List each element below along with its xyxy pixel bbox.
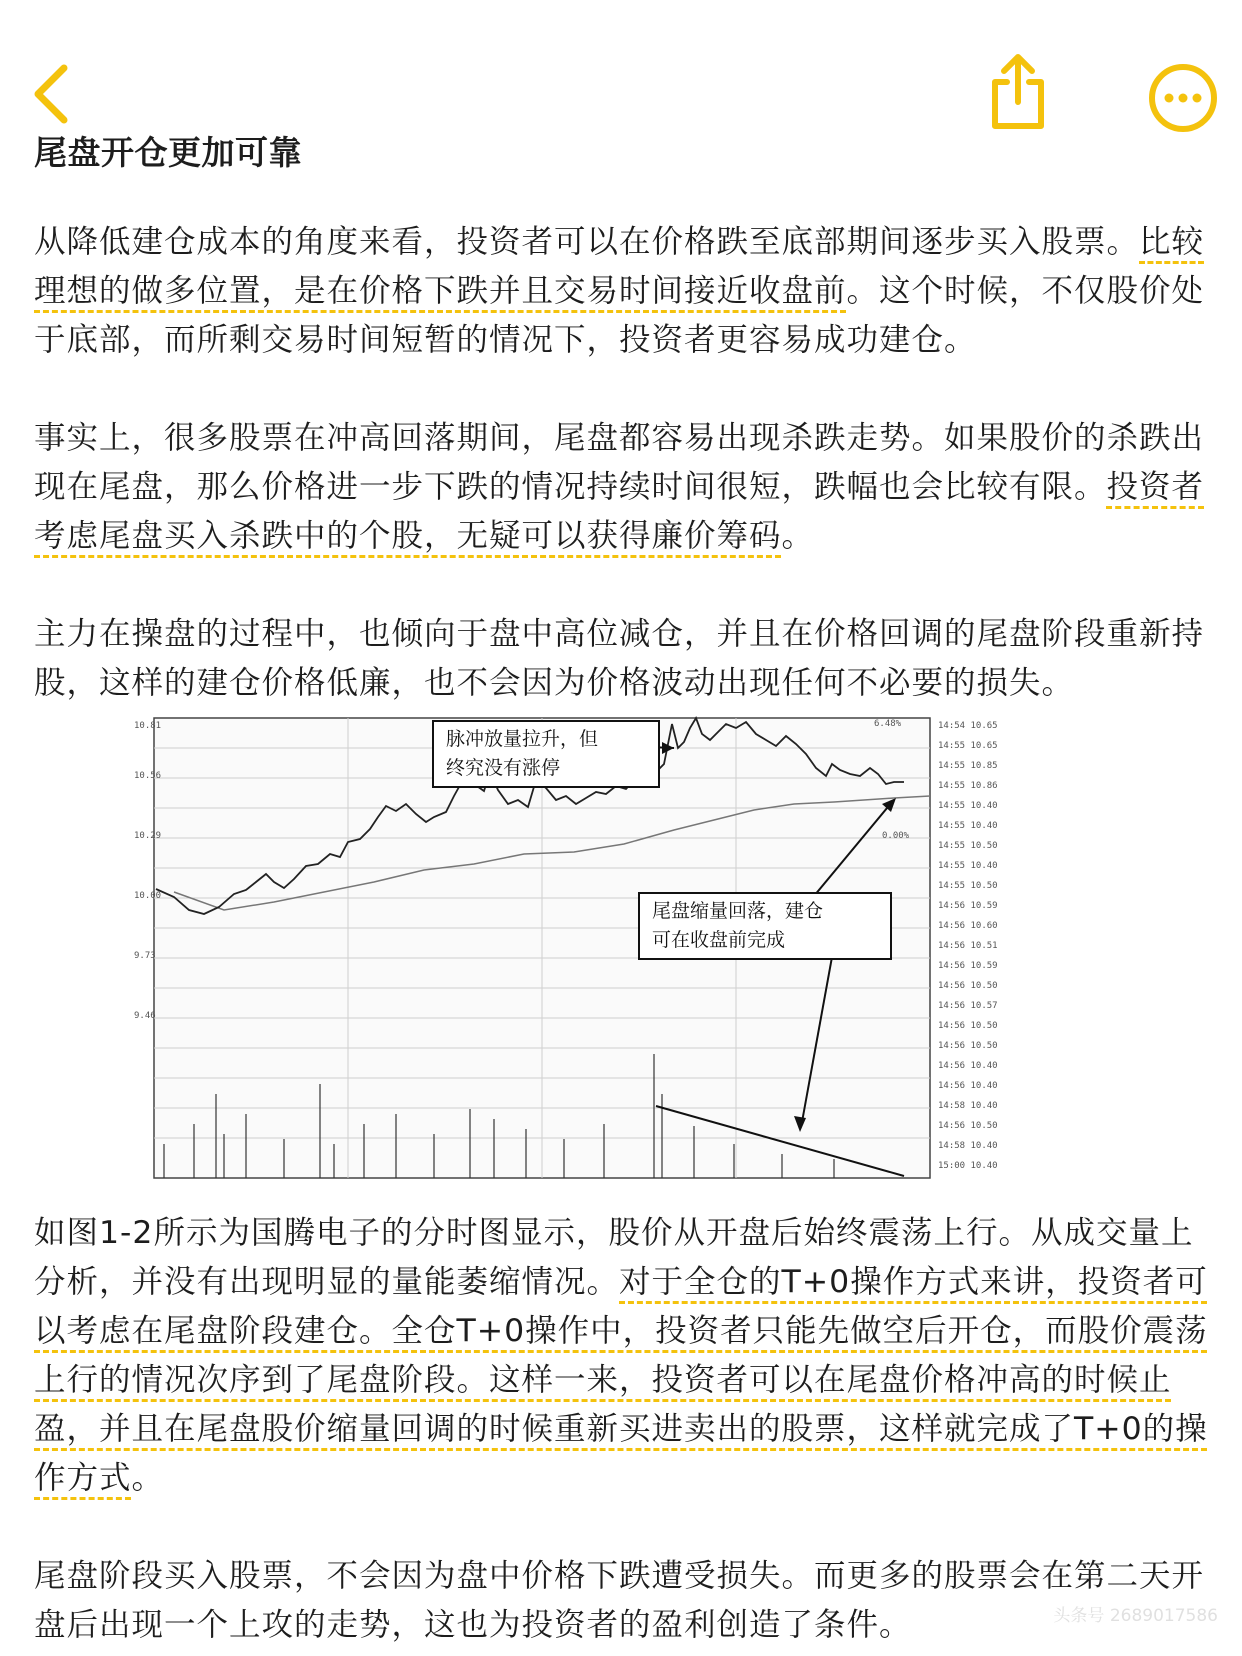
svg-text:14:56 10.57: 14:56 10.57 bbox=[938, 1001, 998, 1011]
paragraph-3: 主力在操盘的过程中，也倾向于盘中高位减仓，并且在价格回调的尾盘阶段重新持股，这样的建仓价格低廉，也不会因为价格波动出现任何不必要的损失。 bbox=[34, 616, 1205, 701]
share-icon bbox=[985, 52, 1051, 132]
svg-text:9.73: 9.73 bbox=[134, 951, 156, 961]
intraday-chart-image bbox=[34, 714, 1219, 1209]
more-icon bbox=[1147, 62, 1219, 134]
top-toolbar bbox=[0, 0, 1242, 140]
svg-text:14:58 10.40: 14:58 10.40 bbox=[938, 1101, 998, 1111]
svg-text:14:55 10.86: 14:55 10.86 bbox=[938, 781, 998, 791]
svg-text:14:58 10.40: 14:58 10.40 bbox=[938, 1141, 998, 1151]
paragraph-4: 如图1-2所示为国腾电子的分时图显示，股价从开盘后始终震荡上行。从成交量上分析，并没有出现明显的量能萎缩情况。对于全仓的T+0操作方式来讲，投资者可以考虑在尾盘阶段建仓。全仓T+0操作中，投资者只能先做空后开仓，而股价震荡上行的情况次序到了尾盘阶段。这样一来，投资者可以在尾盘价格冲高的时候止盈，并且在尾盘股价缩量回调的时候重新买进卖出的股票，这样就完成了T+0的操作方式。 bbox=[34, 1215, 1208, 1496]
svg-text:14:56 10.50: 14:56 10.50 bbox=[938, 1121, 998, 1131]
svg-text:14:55 10.65: 14:55 10.65 bbox=[938, 741, 998, 751]
highlighted-text: 投资者考虑尾盘买入杀跌中的个股，无疑可以获得廉价筹码 bbox=[34, 469, 1205, 554]
paragraph-1: 从降低建仓成本的角度来看，投资者可以在价格跌至底部期间逐步买入股票。比较理想的做多位置，是在价格下跌并且交易时间接近收盘前。这个时候，不仅股价处于底部，而所剩交易时间短暂的情况下，投资者更容易成功建仓。 bbox=[34, 224, 1205, 358]
svg-text:14:56 10.59: 14:56 10.59 bbox=[938, 961, 998, 971]
svg-text:14:56 10.40: 14:56 10.40 bbox=[938, 1081, 998, 1091]
chart-annotation-pulse: 脉冲放量拉升，但 终究没有涨停 bbox=[432, 720, 660, 788]
svg-text:14:54 10.65: 14:54 10.65 bbox=[938, 721, 998, 731]
svg-text:14:56 10.51: 14:56 10.51 bbox=[938, 941, 998, 951]
back-button[interactable] bbox=[28, 62, 78, 126]
svg-text:14:55 10.50: 14:55 10.50 bbox=[938, 881, 998, 891]
svg-text:10.81: 10.81 bbox=[134, 721, 162, 731]
highlighted-text: 对于全仓的T+0操作方式来讲，投资者可以考虑在尾盘阶段建仓。全仓T+0操作中，投资者只能先做空后开仓，而股价震荡上行的情况次序到了尾盘阶段。这样一来，投资者可以在尾盘价格冲高的时候止盈，并且在尾盘股价缩量回调的时候重新买进卖出的股票，这样就完成了T+0的操作方式 bbox=[34, 1264, 1208, 1496]
chart-annotation-close: 尾盘缩量回落，建仓 可在收盘前完成 bbox=[638, 892, 892, 960]
svg-text:14:56 10.50: 14:56 10.50 bbox=[938, 1021, 998, 1031]
svg-text:14:56 10.50: 14:56 10.50 bbox=[938, 981, 998, 991]
svg-text:9.46: 9.46 bbox=[134, 1011, 156, 1021]
svg-text:14:55 10.50: 14:55 10.50 bbox=[938, 841, 998, 851]
svg-text:14:56 10.40: 14:56 10.40 bbox=[938, 1061, 998, 1071]
more-button[interactable] bbox=[1147, 62, 1219, 134]
svg-text:0.00%: 0.00% bbox=[882, 831, 910, 841]
svg-text:14:56 10.50: 14:56 10.50 bbox=[938, 1041, 998, 1051]
chevron-left-icon bbox=[28, 62, 78, 126]
svg-text:14:55 10.40: 14:55 10.40 bbox=[938, 861, 998, 871]
svg-text:14:55 10.40: 14:55 10.40 bbox=[938, 821, 998, 831]
svg-text:14:55 10.40: 14:55 10.40 bbox=[938, 801, 998, 811]
svg-text:10.00: 10.00 bbox=[134, 891, 162, 901]
svg-text:14:56 10.59: 14:56 10.59 bbox=[938, 901, 998, 911]
note-title: 尾盘开仓更加可靠 bbox=[34, 133, 302, 172]
highlighted-text: 比较理想的做多位置，是在价格下跌并且交易时间接近收盘前 bbox=[34, 224, 1205, 309]
svg-text:14:55 10.85: 14:55 10.85 bbox=[938, 761, 998, 771]
svg-text:10.29: 10.29 bbox=[134, 831, 162, 841]
paragraph-5: 尾盘阶段买入股票，不会因为盘中价格下跌遭受损失。而更多的股票会在第二天开盘后出现一个上攻的走势，这也为投资者的盈利创造了条件。 bbox=[34, 1558, 1205, 1643]
svg-text:14:56 10.60: 14:56 10.60 bbox=[938, 921, 998, 931]
paragraph-2: 事实上，很多股票在冲高回落期间，尾盘都容易出现杀跌走势。如果股价的杀跌出现在尾盘，那么价格进一步下跌的情况持续时间很短，跌幅也会比较有限。投资者考虑尾盘买入杀跌中的个股，无疑可以获得廉价筹码。 bbox=[34, 420, 1205, 554]
svg-text:10.56: 10.56 bbox=[134, 771, 162, 781]
svg-text:15:00 10.40: 15:00 10.40 bbox=[938, 1161, 998, 1171]
share-button[interactable] bbox=[985, 52, 1051, 132]
watermark: 头条号 2689017586 bbox=[1053, 1606, 1218, 1626]
svg-text:6.48%: 6.48% bbox=[874, 719, 902, 729]
note-content[interactable] bbox=[34, 130, 1219, 1650]
